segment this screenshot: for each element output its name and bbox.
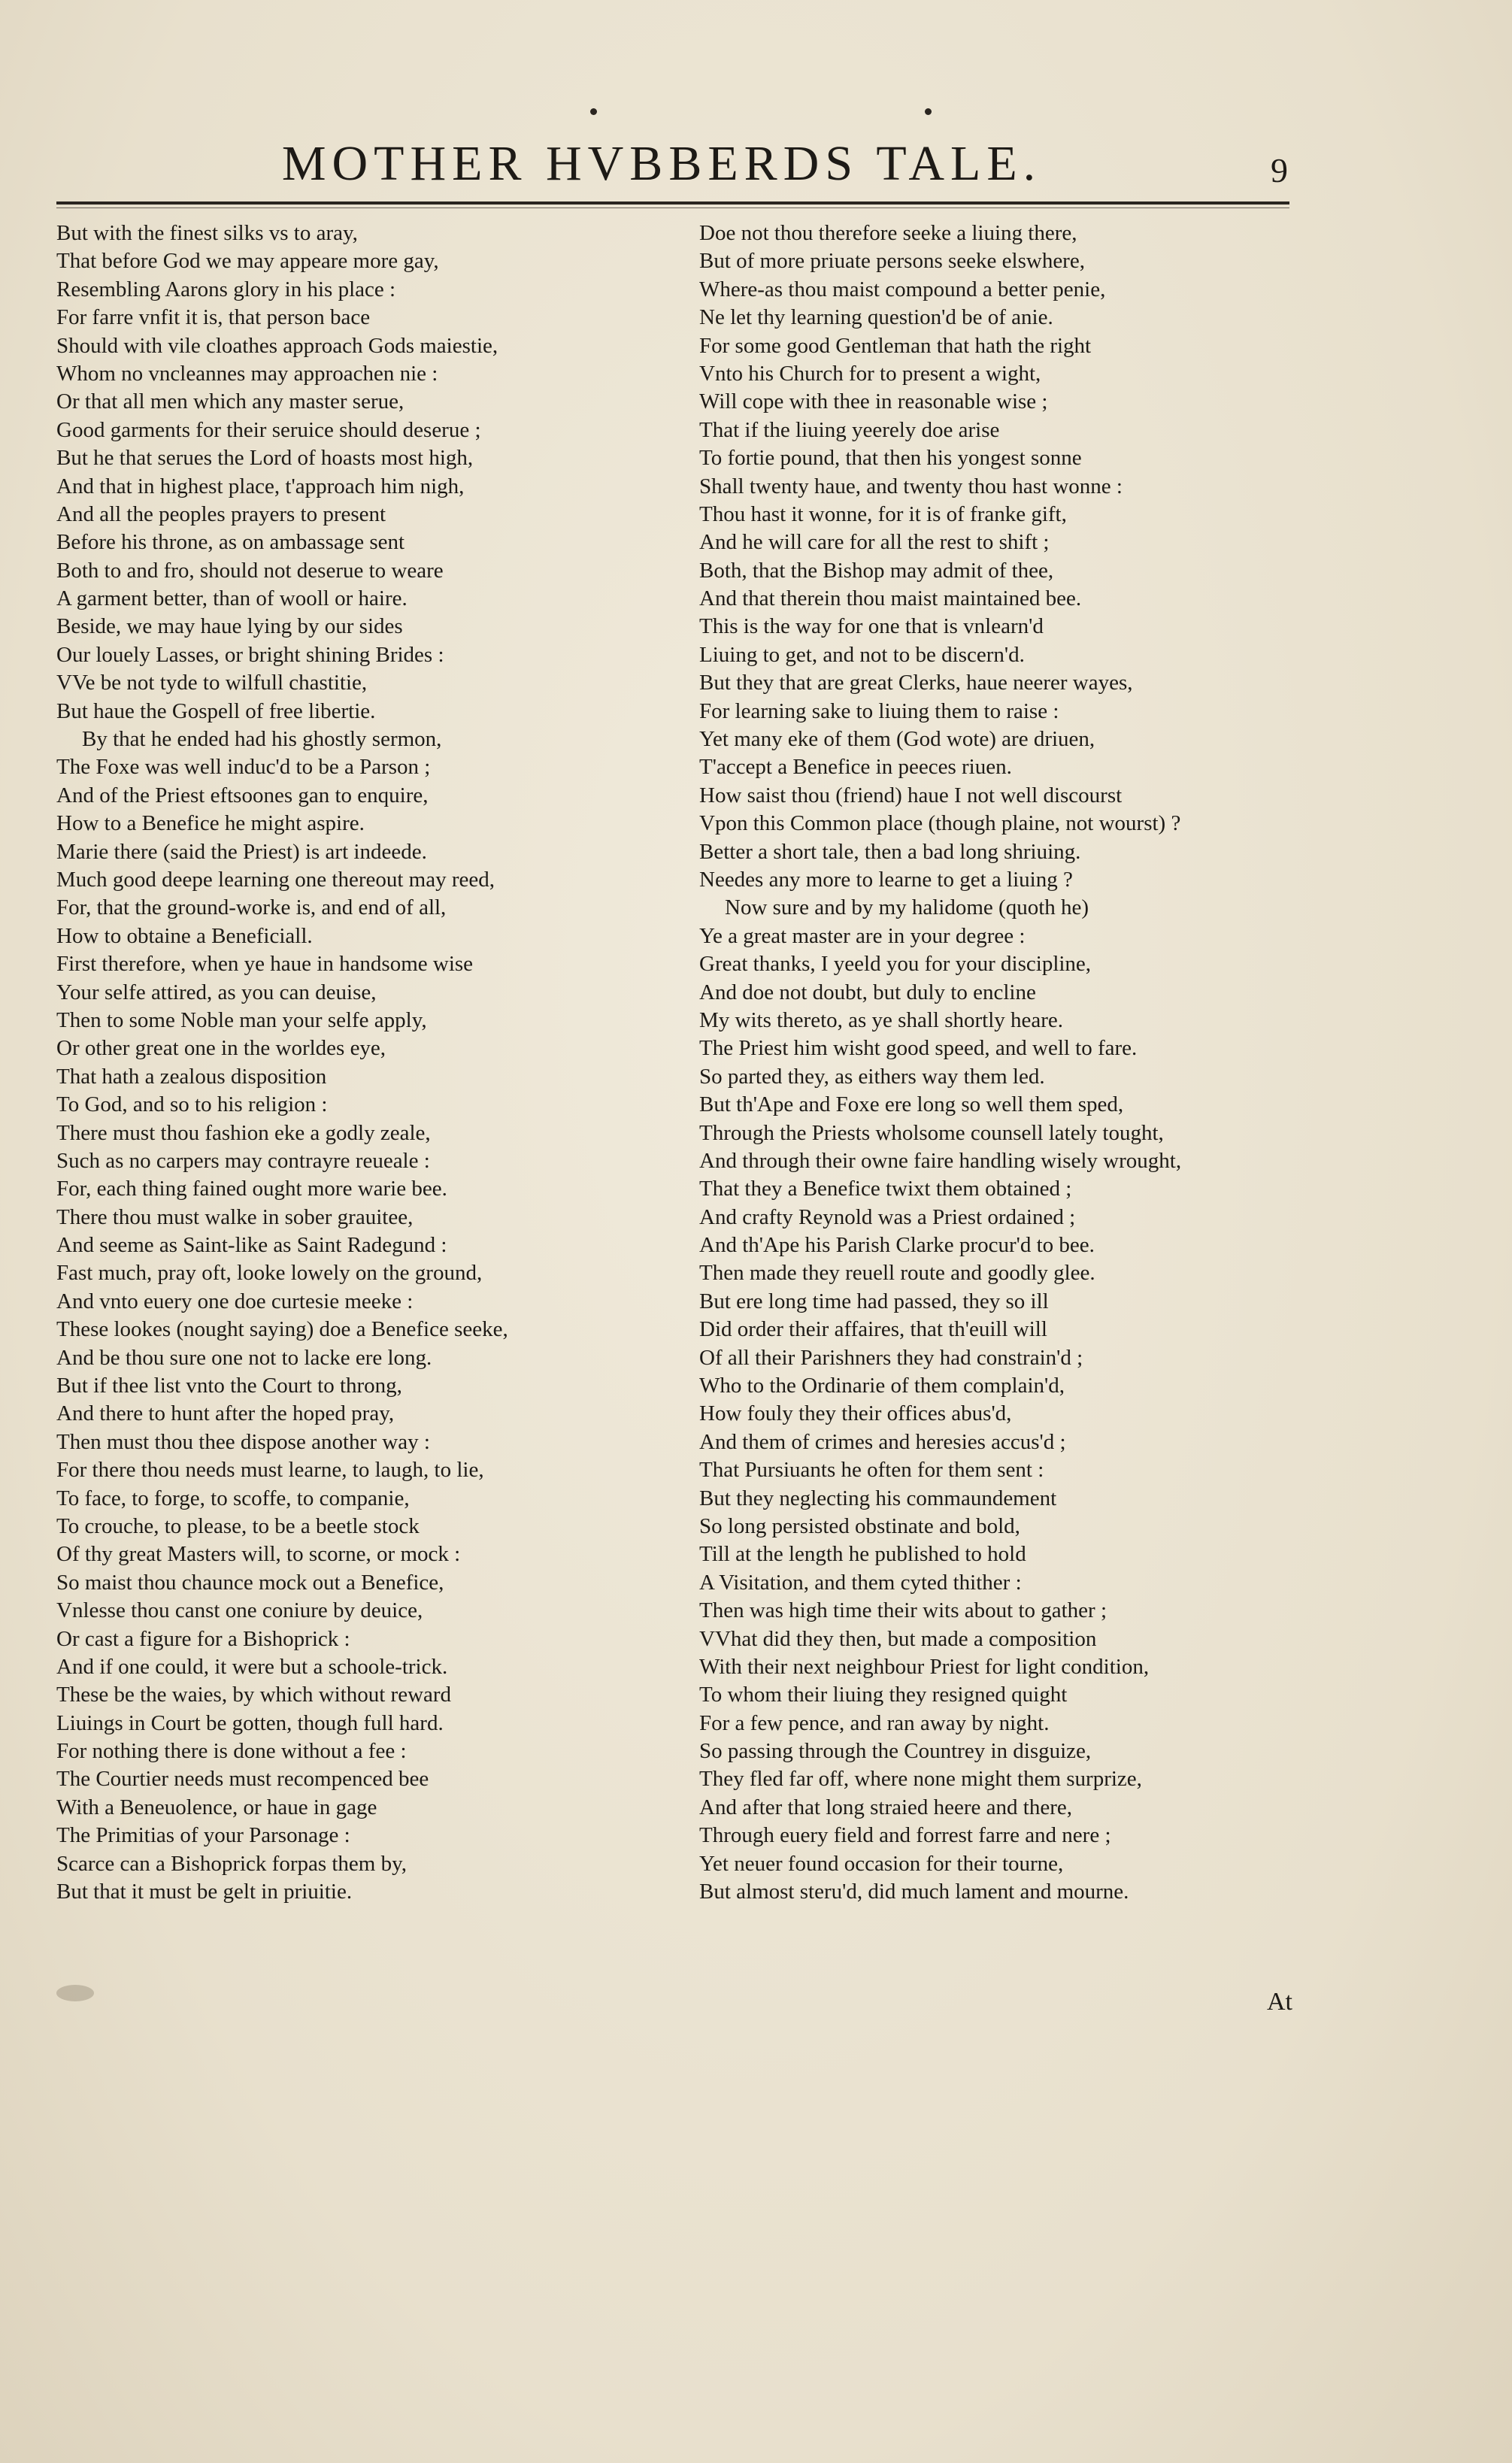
verse-line: But they that are great Clerks, haue neerer wayes, [699, 671, 1133, 695]
verse-line: Vnlesse thou canst one coniure by deuice, [56, 1598, 423, 1623]
verse-line: And seeme as Saint-like as Saint Radegund : [56, 1233, 447, 1258]
verse-line: That before God we may appeare more gay, [56, 249, 439, 274]
verse-line: And crafty Reynold was a Priest ordained ; [699, 1204, 1076, 1229]
verse-line: And vnto euery one doe curtesie meeke : [56, 1289, 414, 1313]
verse-line: Liuing to get, and not to be discern'd. [699, 642, 1025, 667]
verse-line: Better a short tale, then a bad long shriuing. [699, 839, 1081, 864]
verse-line: But haue the Gospell of free libertie. [56, 698, 376, 723]
verse-line: That they a Benefice twixt them obtained ; [699, 1177, 1072, 1201]
verse-line: How saist thou (friend) haue I not well discourst [699, 783, 1123, 807]
verse-line: The Foxe was well induc'd to be a Parson ; [56, 755, 431, 780]
verse-line: And after that long straied heere and there, [699, 1795, 1073, 1819]
verse-line: A Visitation, and them cyted thither : [699, 1570, 1022, 1595]
verse-line: Now sure and by my halidome (quoth he) [725, 895, 1089, 920]
verse-line: Then must thou thee dispose another way : [56, 1429, 430, 1454]
verse-line: But th'Ape and Foxe ere long so well them sped, [699, 1092, 1124, 1117]
verse-line: To crouche, to please, to be a beetle stock [56, 1513, 420, 1538]
verse-line: Through euery field and forrest farre and nere ; [699, 1823, 1111, 1848]
verse-line: The Priest him wisht good speed, and well to fare. [699, 1036, 1138, 1061]
verse-line: Then was high time their wits about to gather ; [699, 1598, 1107, 1623]
verse-line: To fortie pound, that then his yongest sonne [699, 446, 1082, 471]
verse-line: And through their owne faire handling wisely wrought, [699, 1148, 1182, 1173]
verse-line: For nothing there is done without a fee : [56, 1739, 407, 1764]
right-column [699, 220, 1301, 1906]
verse-line: And that in highest place, t'approach him nigh, [56, 474, 465, 498]
verse-line: Liuings in Court be gotten, though full hard. [56, 1710, 444, 1735]
verse-line: Ne let thy learning question'd be of anie. [699, 305, 1053, 330]
verse-line: But they neglecting his commaundement [699, 1486, 1057, 1510]
verse-line: This is the way for one that is vnlearn'd [699, 614, 1044, 639]
verse-line: Good garments for their seruice should deserue ; [56, 417, 481, 442]
page-number: 9 [1271, 151, 1288, 189]
verse-line: That Pursiuants he often for them sent : [699, 1458, 1044, 1483]
verse-line: Through the Priests wholsome counsell lately tought, [699, 1120, 1164, 1145]
verse-line: How to a Benefice he might aspire. [56, 811, 365, 836]
verse-line: Beside, we may haue lying by our sides [56, 614, 403, 639]
verse-line: These be the waies, by which without reward [56, 1683, 452, 1707]
verse-line: Needes any more to learne to get a liuing ? [699, 867, 1073, 892]
verse-line: And be thou sure one not to lacke ere long. [56, 1345, 432, 1370]
verse-line: Or that all men which any master serue, [56, 389, 405, 414]
verse-line: And there to hunt after the hoped pray, [56, 1401, 395, 1426]
verse-line: To face, to forge, to scoffe, to companie, [56, 1486, 410, 1510]
verse-line: Scarce can a Bishoprick forpas them by, [56, 1851, 407, 1876]
verse-line: Such as no carpers may contrayre reueale : [56, 1148, 430, 1173]
verse-line: For farre vnfit it is, that person bace [56, 305, 371, 330]
verse-line: To whom their liuing they resigned quight [699, 1683, 1068, 1707]
verse-line: With a Beneuolence, or haue in gage [56, 1795, 377, 1819]
verse-line: How to obtaine a Beneficiall. [56, 923, 313, 948]
verse-line: Our louely Lasses, or bright shining Brides : [56, 642, 444, 667]
verse-line: But with the finest silks vs to aray, [56, 221, 358, 245]
verse-line: These lookes (nought saying) doe a Benefice seeke, [56, 1317, 508, 1342]
verse-line: To God, and so to his religion : [56, 1092, 328, 1117]
verse-line: The Primitias of your Parsonage : [56, 1823, 350, 1848]
verse-line: Of all their Parishners they had constrain'd ; [699, 1345, 1083, 1370]
verse-line: First therefore, when ye haue in handsome wise [56, 952, 474, 977]
ink-smudge [56, 1985, 94, 2001]
verse-line: And them of crimes and heresies accus'd ; [699, 1429, 1066, 1454]
verse-line: Then made they reuell route and goodly glee. [699, 1261, 1095, 1286]
verse-line: Or cast a figure for a Bishoprick : [56, 1626, 350, 1651]
verse-line: My wits thereto, as ye shall shortly heare. [699, 1007, 1064, 1032]
verse-line: Did order their affaires, that th'euill will [699, 1317, 1047, 1342]
verse-line: Should with vile cloathes approach Gods maiestie, [56, 333, 498, 358]
verse-line: Marie there (said the Priest) is art indeede. [56, 839, 427, 864]
verse-line: And of the Priest eftsoones gan to enquire, [56, 783, 429, 807]
verse-line: Fast much, pray oft, looke lowely on the ground, [56, 1261, 483, 1286]
verse-line: For learning sake to liuing them to raise : [699, 698, 1059, 723]
verse-line: T'accept a Benefice in peeces riuen. [699, 755, 1012, 780]
verse-line: For a few pence, and ran away by night. [699, 1710, 1050, 1735]
verse-line: Whom no vncleannes may approachen nie : [56, 361, 438, 386]
verse-line: And if one could, it were but a schoole-trick. [56, 1654, 448, 1679]
verse-line: Of thy great Masters will, to scorne, or mock : [56, 1542, 461, 1567]
verse-line: There must thou fashion eke a godly zeale, [56, 1120, 431, 1145]
verse-line: Vpon this Common place (though plaine, not wourst) ? [699, 811, 1181, 836]
running-title: MOTHER HVBBERDS TALE. [281, 136, 1042, 191]
verse-line: For some good Gentleman that hath the right [699, 333, 1092, 358]
verse-line: So parted they, as eithers way them led. [699, 1064, 1045, 1089]
verse-line: Where-as thou maist compound a better penie, [699, 277, 1106, 301]
catchword: At [1267, 1988, 1292, 2016]
verse-line: They fled far off, where none might them surprize, [699, 1767, 1142, 1792]
verse-line: How fouly they their offices abus'd, [699, 1401, 1012, 1426]
verse-line: But if thee list vnto the Court to throng, [56, 1374, 402, 1398]
verse-line: Who to the Ordinarie of them complain'd, [699, 1374, 1065, 1398]
verse-line: And all the peoples prayers to present [56, 501, 386, 526]
verse-line: Or other great one in the worldes eye, [56, 1036, 386, 1061]
verse-line: But he that serues the Lord of hoasts most high, [56, 446, 474, 471]
verse-line: The Courtier needs must recompenced bee [56, 1767, 429, 1792]
verse-line: Ye a great master are in your degree : [699, 923, 1026, 948]
verse-line: Much good deepe learning one thereout may reed, [56, 867, 495, 892]
verse-line: A garment better, than of wooll or haire. [56, 586, 408, 611]
verse-line: Your selfe attired, as you can deuise, [56, 980, 377, 1004]
verse-line: So long persisted obstinate and bold, [699, 1513, 1020, 1538]
verse-line: Till at the length he published to hold [699, 1542, 1026, 1567]
verse-line: And doe not doubt, but duly to encline [699, 980, 1036, 1004]
verse-line: Vnto his Church for to present a wight, [699, 361, 1041, 386]
verse-line: That hath a zealous disposition [56, 1064, 327, 1089]
verse-line: But of more priuate persons seeke elswhere, [699, 249, 1085, 274]
verse-line: Then to some Noble man your selfe apply, [56, 1007, 427, 1032]
verse-line: For, that the ground-worke is, and end of all, [56, 895, 447, 920]
verse-line: Great thanks, I yeeld you for your discipline, [699, 952, 1092, 977]
verse-line: Yet many eke of them (God wote) are driuen, [699, 727, 1095, 752]
ink-dot [925, 108, 932, 115]
verse-line: And that therein thou maist maintained bee. [699, 586, 1082, 611]
verse-line: Resembling Aarons glory in his place : [56, 277, 396, 301]
ink-dot [590, 108, 597, 115]
verse-line: Shall twenty haue, and twenty thou hast wonne : [699, 474, 1123, 498]
verse-line: Will cope with thee in reasonable wise ; [699, 389, 1048, 414]
verse-line: Yet neuer found occasion for their tourne, [699, 1851, 1064, 1876]
verse-line: But ere long time had passed, they so ill [699, 1289, 1049, 1313]
verse-line: But almost steru'd, did much lament and mourne. [699, 1880, 1129, 1904]
verse-line: So passing through the Countrey in disguize, [699, 1739, 1092, 1764]
verse-line: By that he ended had his ghostly sermon, [82, 727, 442, 752]
verse-line: With their next neighbour Priest for light condition, [699, 1654, 1150, 1679]
verse-line: Before his throne, as on ambassage sent [56, 530, 405, 555]
verse-line: So maist thou chaunce mock out a Benefice, [56, 1570, 444, 1595]
header-rule [56, 201, 1289, 204]
verse-line: But that it must be gelt in priuitie. [56, 1880, 353, 1904]
verse-line: There thou must walke in sober grauitee, [56, 1204, 414, 1229]
verse-line: Both, that the Bishop may admit of thee, [699, 558, 1054, 583]
verse-line: For, each thing fained ought more warie bee. [56, 1177, 447, 1201]
verse-line: Both to and fro, should not deserue to weare [56, 558, 444, 583]
verse-line: For there thou needs must learne, to laugh, to lie, [56, 1458, 484, 1483]
verse-line: VVe be not tyde to wilfull chastitie, [56, 671, 368, 695]
verse-line: Thou hast it wonne, for it is of franke gift, [699, 501, 1067, 526]
verse-line: That if the liuing yeerely doe arise [699, 417, 1000, 442]
verse-line: VVhat did they then, but made a composition [699, 1626, 1097, 1651]
verse-line: And he will care for all the rest to shift ; [699, 530, 1050, 555]
left-column [56, 220, 695, 1906]
verse-line: Doe not thou therefore seeke a liuing there, [699, 221, 1077, 245]
verse-line: And th'Ape his Parish Clarke procur'd to bee. [699, 1233, 1095, 1258]
